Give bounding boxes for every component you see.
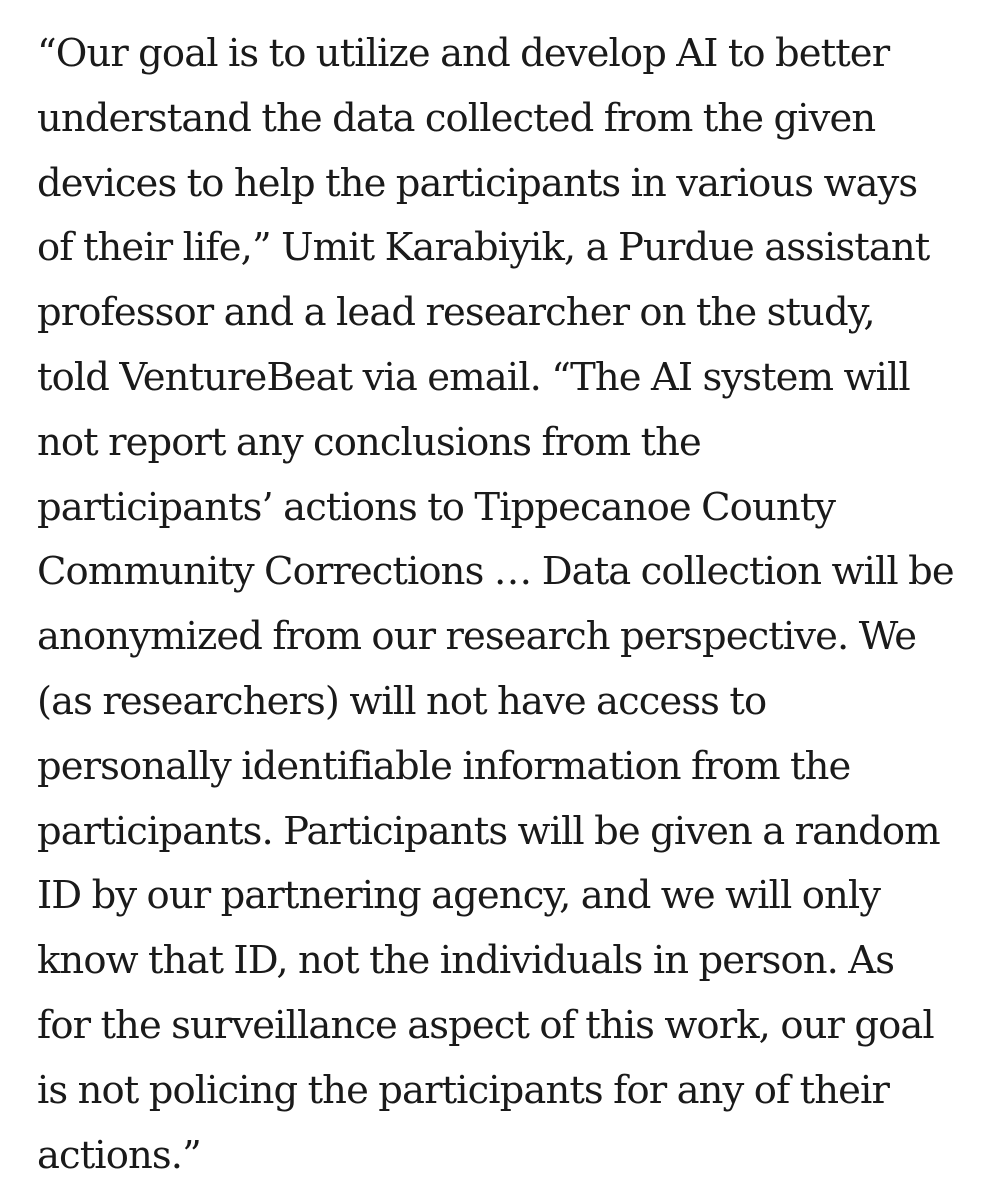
text-line: for the surveillance aspect of this work, our goal	[37, 1002, 934, 1048]
text-line: (as researchers) will not have access to	[37, 678, 767, 724]
text-line: “Our goal is to utilize and develop AI to better	[37, 31, 890, 76]
text-line: of their life,” Umit Karabiyik, a Purdue assistant	[37, 225, 930, 271]
text-line: know that ID, not the individuals in person. As	[37, 938, 895, 984]
text-line: participants’ actions to Tippecanoe County	[37, 484, 836, 530]
article-quote-paragraph	[37, 22, 977, 1188]
text-line: Community Corrections … Data collection will be	[37, 549, 954, 595]
text-line: participants. Participants will be given a random	[37, 808, 940, 854]
text-line: devices to help the participants in various ways	[37, 160, 918, 206]
text-line: anonymized from our research perspective. We	[37, 614, 917, 660]
text-line: actions.”	[37, 1132, 201, 1178]
text-line: personally identifiable information from the	[37, 743, 851, 789]
text-line: ID by our partnering agency, and we will only	[37, 873, 881, 919]
text-line: is not policing the participants for any of their	[37, 1067, 889, 1113]
text-line: not report any conclusions from the	[37, 419, 701, 465]
text-line: understand the data collected from the given	[37, 95, 876, 141]
text-line: told VentureBeat via email. “The AI system will	[37, 354, 910, 400]
text-line: professor and a lead researcher on the study,	[37, 290, 875, 336]
